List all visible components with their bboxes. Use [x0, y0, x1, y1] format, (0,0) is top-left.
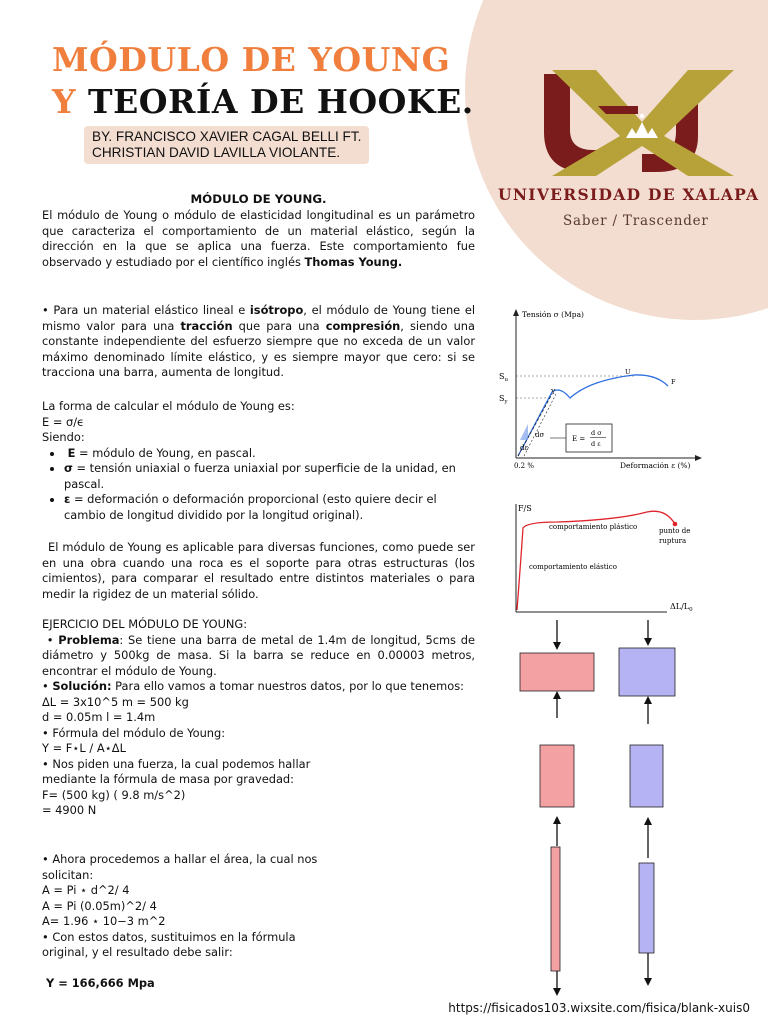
exercise-line: A= 1.96 ⋆ 10−3 m^2 [42, 914, 166, 928]
svg-text:E =: E = [572, 435, 586, 443]
sy-label: $S_y$ [499, 394, 508, 405]
x-axis-label: Deformación ε (%) [620, 461, 691, 470]
deformation-illustration [512, 618, 690, 1000]
rupture-label-2: ruptura [659, 537, 687, 545]
exercise-line: • Ahora procedemos a hallar el área, la cual nos [42, 852, 318, 866]
p2-text-e: que para una [232, 318, 326, 333]
original-block-lavender [630, 745, 663, 807]
exercise-line: F= (500 kg) ( 9.8 m/s^2) [42, 787, 186, 802]
exercise-line: mediante la fórmula de masa por gravedad: [42, 772, 294, 786]
exercise-line: solicitan: [42, 867, 94, 882]
original-block-pink [540, 745, 574, 807]
exercise-line: • Con estos datos, sustituimos en la fórmula [42, 929, 296, 944]
siendo-label: Siendo: [42, 430, 85, 444]
intro-text: El módulo de Young o módulo de elasticidad longitudinal es un parámetro que caracteriza el comportamiento de un material elástico, según la dirección en la que se aplica una fuerza. Este comportamiento fue observado y estudiado por el científico inglés [42, 208, 475, 269]
exercise-line: A = Pi ⋆ d^2/ 4 [42, 883, 130, 897]
applications-paragraph: El módulo de Young es aplicable para diversas funciones, como puede ser en una obra cuando una roca es el soporte para otras estructuras (los cimientos), para comparar el resultado entre distintos materiales o para medir la rigidez de un material sólido. [42, 540, 475, 601]
y-axis-label: Tensión σ (Mpa) [522, 310, 584, 319]
p2-bold-traccion: tracción [180, 318, 233, 333]
exercise-line: Y = F⋆L / A⋆ΔL [42, 741, 126, 755]
list-item: • σ = tensión uniaxial o fuerza uniaxial por superficie de la unidad, en pascal. [64, 461, 475, 492]
exercise-line: d = 0.05m l = 1.4m [42, 710, 156, 724]
stretched-block-lavender [639, 863, 654, 953]
byline-line2: CHRISTIAN DAVID LAVILLA VIOLANTE. [92, 145, 341, 160]
university-name: UNIVERSIDAD DE XALAPA [498, 185, 760, 204]
area-block [42, 852, 475, 961]
exercise-line: ΔL = 3x10^5 m = 500 kg [42, 694, 189, 709]
exercise-line: • Fórmula del módulo de Young: [42, 725, 226, 740]
university-motto: Saber / Trascender [563, 213, 709, 229]
offset-label: 0.2 % [514, 462, 535, 470]
byline-line1: BY. FRANCISCO XAVIER CAGAL BELLI FT. [92, 129, 362, 144]
title-line2-text: TEORÍA DE HOOKE. [76, 82, 474, 121]
formula: E = σ/ϵ [42, 414, 85, 429]
p2-bold-compresion: compresión [325, 318, 401, 333]
ultimate-point-label: U [625, 368, 631, 376]
p2-text-a: • Para un material elástico lineal e [42, 303, 250, 317]
compressed-block-lavender [619, 648, 675, 696]
page-title-line2 [52, 82, 474, 121]
exercise-line: = 4900 N [42, 803, 97, 817]
x-axis-label: $\Delta L/L_0$ [670, 602, 693, 613]
stretched-block-pink [551, 847, 560, 971]
exercise-line: original, y el resultado debe salir: [42, 945, 233, 959]
rupture-label-1: punto de [659, 527, 691, 535]
su-label: $S_u$ [499, 372, 509, 383]
p2-text-c: , el módulo de Young tiene el mismo valor para una [42, 303, 475, 333]
author-byline [84, 126, 369, 164]
page-title-line1: MÓDULO DE YOUNG [52, 40, 451, 79]
svg-text:d σ: d σ [591, 429, 602, 437]
isotropic-paragraph [42, 303, 475, 381]
section-title: MÓDULO DE YOUNG. [190, 192, 327, 206]
depsilon-label: dε [520, 444, 529, 452]
formula-block [42, 399, 475, 523]
exercise-block [42, 617, 475, 819]
exercise-title: EJERCICIO DEL MÓDULO DE YOUNG: [42, 617, 248, 631]
p2-bold-isotropo: isótropo [249, 303, 304, 317]
fracture-point-label: F [671, 378, 676, 386]
svg-text:d ε: d ε [591, 440, 601, 448]
exercise-line: • Nos piden una fuerza, la cual podemos hallar [42, 756, 311, 771]
intro-bold: Thomas Young. [304, 254, 403, 269]
intro-paragraph [42, 208, 475, 270]
p2-text-g: , siendo una constante independiente del esfuerzo siempre que no exceda de un valor máximo denominado límite elástico, y es siempre mayor que cero: si se tracciona una barra, aumenta de longitud. [42, 318, 476, 379]
elastic-label: comportamiento elástico [529, 563, 617, 571]
exercise-line: A = Pi (0.05m)^2/ 4 [42, 898, 157, 913]
yield-point-label: Y [551, 388, 556, 396]
list-item: • ε = deformación o deformación proporcional (esto quiere decir el cambio de longitud dividido por la longitud original). [64, 492, 475, 523]
plastic-label: comportamiento plástico [549, 523, 638, 531]
title-y-letter: Y [52, 82, 77, 121]
list-item: • E = módulo de Young, en pascal. [64, 446, 475, 462]
y-axis-label: F/S [518, 504, 532, 513]
stress-strain-diagram [494, 306, 704, 474]
variable-list [42, 446, 475, 524]
university-logo [538, 66, 748, 182]
problem-text: • Problema: Se tiene una barra de metal de 1.4m de longitud, 5cms de diámetro y 500kg de masa. Si la barra se reduce en 0.00003 metros, encontrar el módulo de Young. [42, 632, 475, 678]
solution-text: • Solución: Para ello vamos a tomar nuestros datos, por lo que tenemos: [42, 679, 464, 693]
dsigma-label: dσ [535, 431, 545, 439]
compressed-block-pink [520, 653, 594, 691]
formula-intro: La forma de calcular el módulo de Young es: [42, 399, 295, 413]
source-url[interactable]: https://fisicados103.wixsite.com/fisica/blank-xuis0 [448, 1001, 750, 1015]
force-elongation-diagram [497, 498, 707, 618]
result-value: Y = 166,666 Mpa [46, 976, 155, 990]
